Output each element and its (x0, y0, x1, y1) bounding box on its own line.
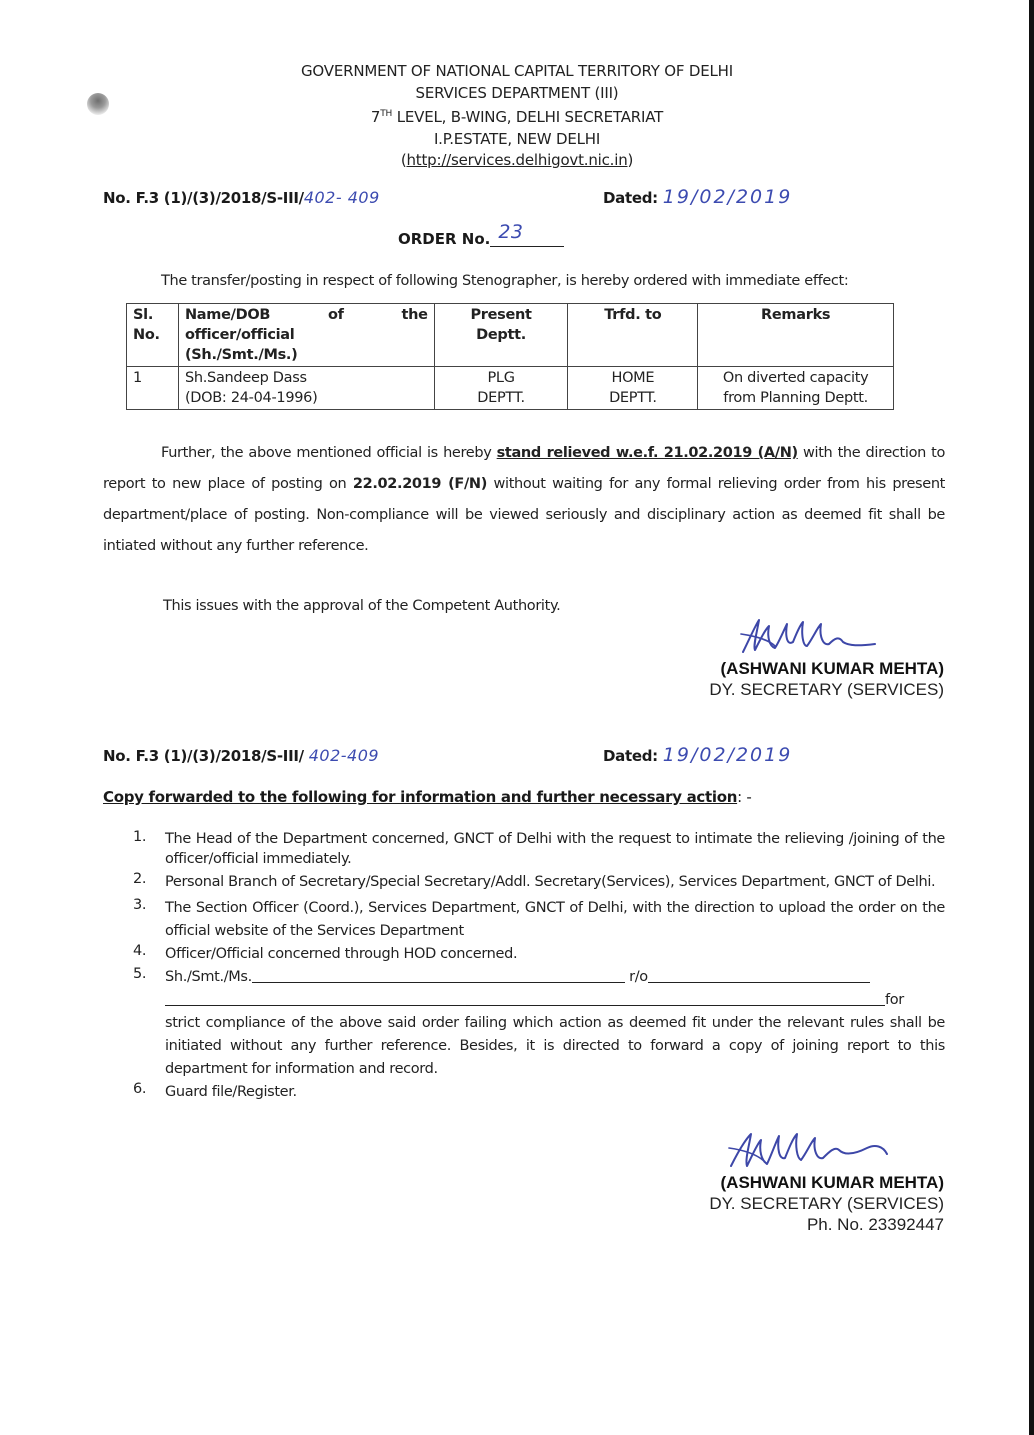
letterhead-website (0, 150, 1034, 172)
recipient-line (165, 966, 945, 989)
item-text: Personal Branch of Secretary/Special Secretary/Addl. Secretary(Services), Services Department, GNCT of Delhi. (165, 874, 936, 890)
signatory-title: DY. SECRETARY (SERVICES) (709, 1194, 944, 1213)
header-remarks: Remarks (698, 304, 894, 367)
order-intro: The transfer/posting in respect of following Stenographer, is hereby ordered with immediate effect: (161, 273, 849, 289)
item-number: 3. (133, 897, 147, 913)
scan-edge-strip (1029, 0, 1034, 1435)
list-item (133, 943, 945, 966)
item-text (165, 966, 945, 1081)
para-text-a: Further, the above mentioned official is hereby (161, 445, 497, 461)
letterhead-address-level (0, 104, 1034, 129)
item-number: 1. (133, 829, 147, 845)
relieving-paragraph (103, 438, 945, 562)
purpose-blank (165, 991, 885, 1006)
dated-handwritten: 19/02/2019 (662, 186, 793, 208)
reporting-date-emphasis: 22.02.2019 (F/N) (352, 476, 487, 492)
header-transferred-to: Trfd. to (568, 304, 698, 367)
purpose-line (165, 989, 945, 1012)
for-label: for (885, 992, 904, 1008)
signature-block-copy (544, 1173, 944, 1235)
item-text: The Section Officer (Coord.), Services Department, GNCT of Delhi, with the direction to upload the order on the official website of the Services Department (165, 900, 945, 939)
approval-statement: This issues with the approval of the Competent Authority. (163, 598, 561, 614)
list-item (133, 1081, 945, 1104)
signature-icon (725, 1126, 925, 1176)
paren-open: ( (400, 151, 407, 169)
item-number: 4. (133, 943, 147, 959)
reference-number (103, 188, 380, 207)
cell-transferred-to: HOME DEPTT. (568, 367, 698, 410)
copy-dated-handwritten: 19/02/2019 (662, 744, 793, 766)
cell-name (178, 367, 434, 410)
para-text-c: without waiting for any formal relieving order from his present department/place of posting. Non-compliance will be viewed seriously and disciplinary action as deemed fit shall be intiated without any further reference. (103, 476, 945, 554)
letterhead-estate: I.P.ESTATE, NEW DELHI (433, 129, 601, 148)
website-link[interactable]: http://services.delhigovt.nic.in (406, 151, 628, 169)
header-sl-no: Sl. No. (127, 304, 179, 367)
signature-block-order (544, 659, 944, 700)
order-number-handwritten: 23 (498, 221, 524, 243)
letterhead-government: GOVERNMENT OF NATIONAL CAPITAL TERRITORY OF DELHI (301, 62, 733, 80)
table-header-row (127, 304, 894, 367)
level-address: LEVEL, B-WING, DELHI SECRETARIAT (392, 108, 664, 126)
compliance-text: strict compliance of the above said order failing which action as deemed fit under the relevant rules shall be initiated without any further reference. Besides, it is directed to forward a copy of joining report to this department for information and record. (165, 1015, 945, 1077)
reference-handwritten: 402- 409 (303, 188, 380, 207)
cell-present-deptt: PLG DEPTT. (434, 367, 568, 410)
list-item (133, 829, 945, 869)
copy-heading-text: Copy forwarded to the following for information and further necessary action (103, 788, 738, 806)
signatory-name: (ASHWANI KUMAR MEHTA) (720, 1173, 944, 1192)
dated-line (603, 186, 792, 208)
item-number: 5. (133, 966, 147, 982)
level-number: 7 (370, 108, 381, 126)
copy-dated-label: Dated: (603, 747, 658, 765)
level-suffix: TH (380, 109, 393, 119)
letterhead (0, 61, 1034, 172)
signature-icon (735, 612, 915, 662)
copy-dated-line (603, 744, 792, 766)
reference-prefix: No. F.3 (1)/(3)/2018/S-III/ (103, 189, 304, 207)
copy-reference-handwritten: 402-409 (308, 746, 380, 765)
officer-dob: (DOB: 24-04-1996) (184, 390, 318, 406)
order-number-line (398, 221, 564, 248)
copy-reference-prefix: No. F.3 (1)/(3)/2018/S-III/ (103, 747, 309, 765)
distribution-list (133, 829, 945, 1104)
recipient-prefix: Sh./Smt./Ms. (165, 969, 252, 985)
copy-reference-number (103, 746, 379, 765)
header-name: Name/DOB of the officer/official (Sh./Smt./Ms.) (178, 304, 434, 367)
item-text: Officer/Official concerned through HOD concerned. (165, 946, 518, 962)
list-item (133, 897, 945, 943)
order-label: ORDER No. (398, 230, 491, 248)
item-number: 6. (133, 1081, 147, 1097)
order-number-field (490, 221, 564, 247)
cell-sl-no: 1 (127, 367, 179, 410)
resident-of-label: r/o (629, 969, 648, 985)
resident-of-blank (648, 968, 870, 983)
signatory-phone: Ph. No. 23392447 (806, 1215, 944, 1234)
dated-label: Dated: (603, 189, 658, 207)
transfer-table (126, 303, 894, 410)
officer-name: Sh.Sandeep Dass (184, 370, 307, 386)
cell-remarks: On diverted capacity from Planning Deptt. (698, 367, 894, 410)
item-number: 2. (133, 871, 147, 887)
table-row (127, 367, 894, 410)
copy-heading-suffix: : - (737, 788, 752, 806)
header-present-deptt: Present Deptt. (434, 304, 568, 367)
list-item (133, 966, 945, 1081)
letterhead-department: SERVICES DEPARTMENT (III) (415, 83, 619, 102)
item-text: Guard file/Register. (165, 1084, 297, 1100)
relieved-date-emphasis: stand relieved w.e.f. 21.02.2019 (A/N) (496, 445, 798, 461)
signatory-name: (ASHWANI KUMAR MEHTA) (720, 659, 944, 678)
paren-close: ) (627, 151, 634, 169)
list-item (133, 871, 945, 894)
signatory-title: DY. SECRETARY (SERVICES) (709, 680, 944, 699)
item-text: The Head of the Department concerned, GNCT of Delhi with the request to intimate the relieving /joining of the officer/official immediately. (165, 831, 945, 867)
copy-heading (103, 788, 751, 806)
recipient-name-blank (252, 968, 625, 983)
para-text-b: with the direction to report to new place of posting on (103, 445, 945, 492)
